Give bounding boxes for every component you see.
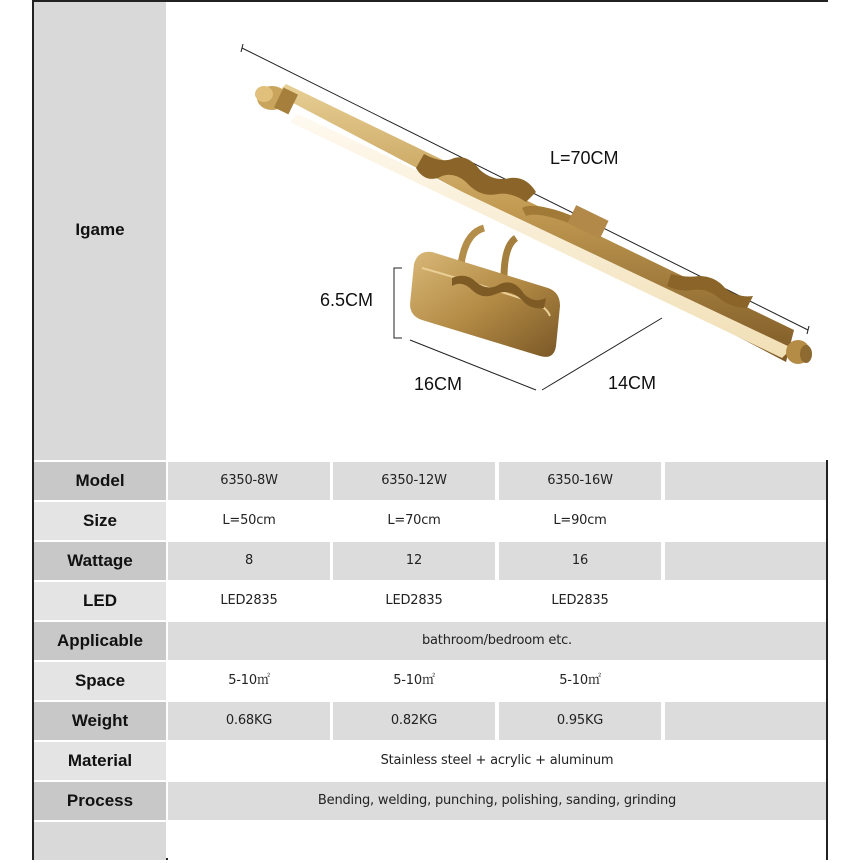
depth-label: 14CM xyxy=(608,373,657,393)
row-label: Material xyxy=(34,742,166,780)
image-label-cell xyxy=(34,2,166,460)
lamp-arm-right xyxy=(504,238,516,278)
row-blank xyxy=(34,822,826,860)
cell xyxy=(665,542,826,580)
row-process xyxy=(34,782,826,820)
cell: LED2835 xyxy=(168,582,330,620)
cell: 0.95KG xyxy=(499,702,661,740)
height-label: 6.5CM xyxy=(320,290,374,310)
length-label: L=70CM xyxy=(550,148,619,168)
cell: 8 xyxy=(168,542,330,580)
row-label: Wattage xyxy=(34,542,166,580)
product-image-area xyxy=(166,2,828,460)
spec-sheet xyxy=(32,0,828,860)
row-label: Applicable xyxy=(34,622,166,660)
cell: 16 xyxy=(499,542,661,580)
cell: LED2835 xyxy=(333,582,495,620)
cell: 0.82KG xyxy=(333,702,495,740)
cell: 12 xyxy=(333,542,495,580)
row-label-empty xyxy=(34,822,166,860)
row-model xyxy=(34,462,826,500)
cell xyxy=(665,662,826,700)
cell: 0.68KG xyxy=(168,702,330,740)
cell: 5-10㎡ xyxy=(499,662,661,700)
row-led xyxy=(34,582,826,620)
row-label: Process xyxy=(34,782,166,820)
cell: Bending, welding, punching, polishing, sanding, grinding xyxy=(168,782,826,820)
row-space xyxy=(34,662,826,700)
cell: 6350-8W xyxy=(168,462,330,500)
row-wattage xyxy=(34,542,826,580)
width-label: 16CM xyxy=(414,374,463,394)
cell: L=70cm xyxy=(333,502,495,540)
cell: L=50cm xyxy=(168,502,330,540)
cell: 5-10㎡ xyxy=(168,662,330,700)
cell: Stainless steel + acrylic + aluminum xyxy=(168,742,826,780)
cell: 5-10㎡ xyxy=(333,662,495,700)
cell: L=90cm xyxy=(499,502,661,540)
row-applicable xyxy=(34,622,826,660)
cell-empty xyxy=(168,822,826,860)
lamp-illustration xyxy=(166,2,828,460)
row-label: LED xyxy=(34,582,166,620)
height-dimension-line xyxy=(394,268,402,338)
image-label: Igame xyxy=(75,220,125,239)
cell: 6350-12W xyxy=(333,462,495,500)
lamp-shade xyxy=(410,252,560,357)
row-label: Model xyxy=(34,462,166,500)
cell xyxy=(665,702,826,740)
cell xyxy=(665,582,826,620)
cell xyxy=(665,502,826,540)
row-label: Space xyxy=(34,662,166,700)
row-label: Size xyxy=(34,502,166,540)
cell: LED2835 xyxy=(499,582,661,620)
cell: 6350-16W xyxy=(499,462,661,500)
cell xyxy=(665,462,826,500)
row-label: Weight xyxy=(34,702,166,740)
row-weight xyxy=(34,702,826,740)
cell: bathroom/bedroom etc. xyxy=(168,622,826,660)
row-material xyxy=(34,742,826,780)
row-size xyxy=(34,502,826,540)
